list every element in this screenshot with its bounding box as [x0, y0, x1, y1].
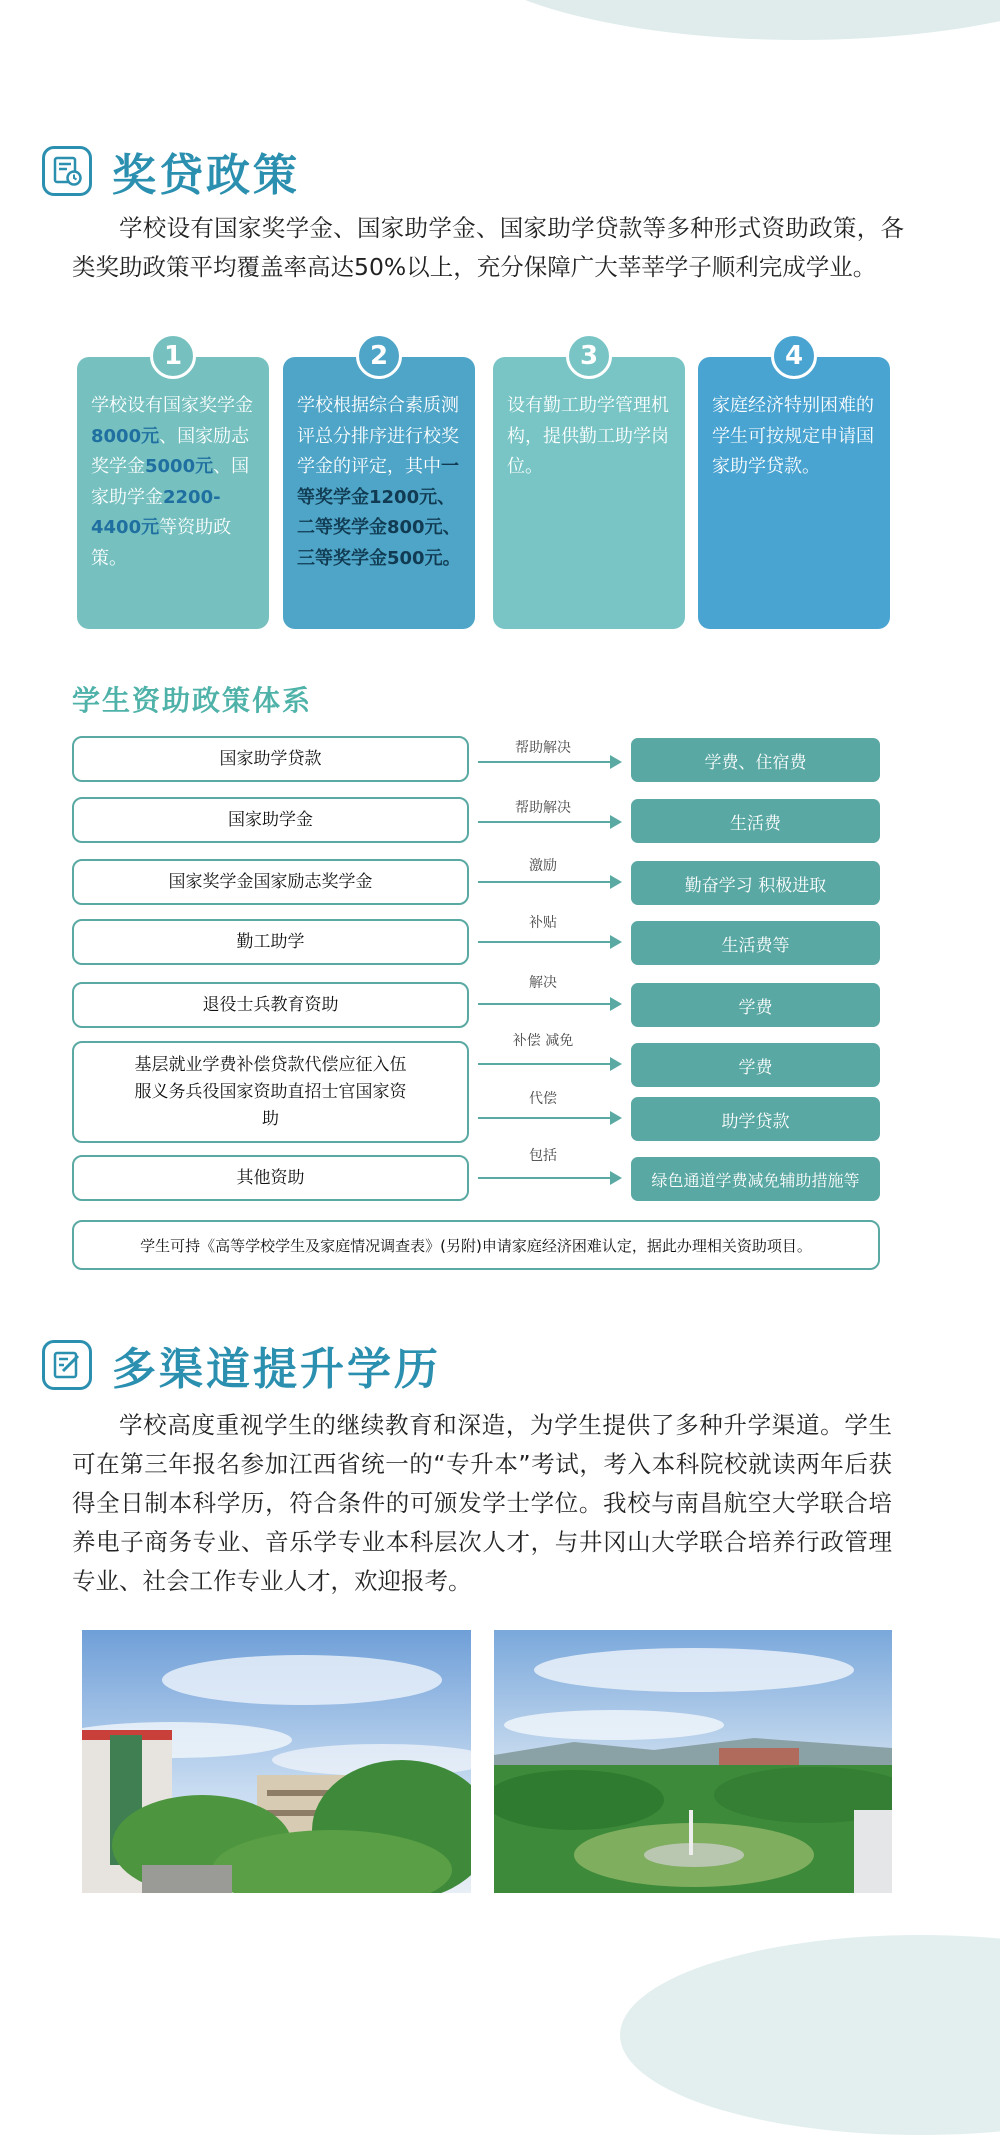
card-amount: 5000元 [145, 456, 214, 477]
section-title: 奖贷政策 [112, 150, 300, 201]
aid-item-box: 国家奖学金国家励志奖学金 [72, 859, 469, 905]
aid-result-box: 学费 [631, 1043, 880, 1087]
aid-result-box: 生活费等 [631, 921, 880, 965]
right-arrow-icon [478, 1063, 620, 1065]
section-heading-education [42, 1333, 441, 1397]
aid-item-box: 退役士兵教育资助 [72, 982, 469, 1028]
card-amount: 一等奖学金1200元、二等奖学金800元、三等奖学金500元。 [297, 456, 461, 569]
arrow-label: 包括 [529, 1148, 557, 1164]
arrow-label: 代偿 [529, 1091, 557, 1107]
right-arrow-icon [478, 1117, 620, 1119]
aid-result-box: 学费 [631, 983, 880, 1027]
card-number: 1 [150, 333, 196, 379]
arrow-label: 帮助解决 [515, 740, 571, 756]
document-clock-icon [42, 146, 92, 196]
aid-note-box: 学生可持《高等学校学生及家庭情况调查表》(另附)申请家庭经济困难认定，据此办理相关资助项目。 [72, 1220, 880, 1270]
aid-result-box: 学费、住宿费 [631, 738, 880, 782]
arrow-label: 解决 [529, 975, 557, 991]
card-text: 等资助政策。 [91, 517, 232, 569]
aid-item-box: 国家助学金 [72, 797, 469, 843]
card-amount: 8000元 [91, 425, 160, 447]
policy-card-1 [77, 340, 269, 629]
aid-item-box: 其他资助 [72, 1155, 469, 1201]
right-arrow-icon [478, 941, 620, 943]
policy-card-2 [283, 340, 475, 629]
arrow-label: 补偿 减免 [512, 1033, 574, 1049]
bottom-decoration-wave [620, 1935, 1000, 2135]
aid-item-box: 勤工助学 [72, 919, 469, 965]
edit-document-icon [42, 1340, 92, 1390]
right-arrow-icon [478, 881, 620, 883]
card-text: 设有勤工助学管理机构，提供勤工助学岗位。 [507, 395, 669, 477]
card-number: 3 [566, 333, 612, 379]
aid-system-title: 学生资助政策体系 [72, 684, 313, 717]
section-title: 多渠道提升学历 [112, 1344, 441, 1395]
aid-result-box: 助学贷款 [631, 1097, 880, 1141]
aid-result-box: 勤奋学习 积极进取 [631, 861, 880, 905]
card-text: 、国家励志奖学金 [91, 425, 250, 477]
campus-photo-aerial [494, 1630, 892, 1893]
right-arrow-icon [478, 1177, 620, 1179]
card-number: 2 [356, 333, 402, 379]
card-number: 4 [771, 333, 817, 379]
section-heading-scholarship [42, 139, 300, 203]
aid-result-box: 生活费 [631, 799, 880, 843]
scholarship-intro-paragraph: 学校设有国家奖学金、国家助学金、国家助学贷款等多种形式资助政策，各类奖助政策平均覆盖率高达50%以上，充分保障广大莘莘学子顺利完成学业。 [72, 214, 904, 281]
arrow-label: 激励 [529, 858, 557, 874]
right-arrow-icon [478, 821, 620, 823]
arrow-label: 帮助解决 [515, 800, 571, 816]
card-text: 、国家助学金 [91, 456, 250, 508]
aid-item-box: 基层就业学费补偿贷款代偿应征入伍服义务兵役国家资助直招士官国家资助 [72, 1041, 469, 1143]
right-arrow-icon [478, 761, 620, 763]
education-paragraph: 学校高度重视学生的继续教育和深造，为学生提供了多种升学渠道。学生可在第三年报名参加江西省统一的“专升本”考试，考入本科院校就读两年后获得全日制本科学历，符合条件的可颁发学士学位。我校与南昌航空大学联合培养电子商务专业、音乐学专业本科层次人才，与井冈山大学联合培养行政管理专业、社会工作专业人才，欢迎报考。 [72, 1411, 892, 1595]
campus-photo-building [82, 1630, 471, 1893]
arrow-label: 补贴 [529, 915, 557, 931]
aid-result-box: 绿色通道学费减免辅助措施等 [631, 1157, 880, 1201]
right-arrow-icon [478, 1003, 620, 1005]
card-text: 学校根据综合素质测评总分排序进行校奖学金的评定，其中 [297, 395, 459, 477]
aid-item-box: 国家助学贷款 [72, 736, 469, 782]
policy-card-4 [698, 340, 890, 629]
card-amount: 2200-4400元 [91, 486, 221, 538]
top-decoration-wave [450, 0, 1000, 40]
policy-card-3 [493, 340, 685, 629]
card-text: 学校设有国家奖学金 [91, 395, 253, 416]
card-text: 家庭经济特别困难的学生可按规定申请国家助学贷款。 [712, 395, 874, 477]
